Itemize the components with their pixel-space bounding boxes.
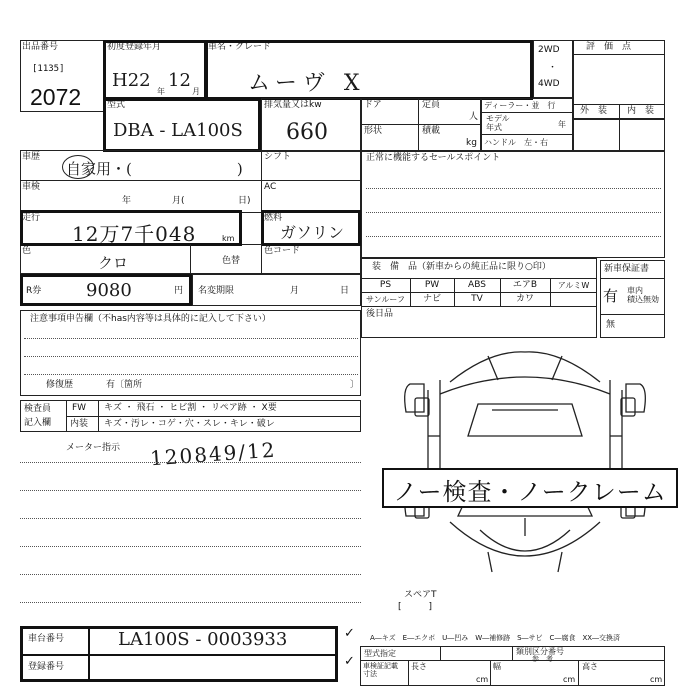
inspector-label-top: 検査員 (24, 404, 52, 414)
warranty-label: 新車保証書 (604, 264, 650, 274)
equipment-label: 装 備 品（新車からの純正品に限り○印） (372, 262, 551, 272)
spare-bracket: [ ] (398, 602, 433, 612)
equip-pw: PW (424, 280, 440, 290)
model-year-label: モデル 年式 (486, 114, 510, 132)
equip-navi: ナビ (422, 294, 441, 304)
width-cm: cm (563, 675, 576, 684)
first-reg-month-unit: 月 (192, 87, 200, 96)
model-value: DBA - LA100S (113, 120, 243, 141)
spare-label: スペアT (404, 590, 437, 600)
car-name: ムーヴ X (248, 71, 366, 96)
mileage-value: 12万7千048 (72, 222, 197, 246)
chassis-value: LA100S - 0003933 (118, 629, 288, 650)
equip-tv: TV (471, 294, 483, 304)
rating-label: 評 価 点 (586, 42, 632, 52)
first-reg-year-unit: 年 (157, 87, 165, 96)
equip-alloy: アルミW (557, 281, 590, 290)
displacement-label: 排気量又はkw (264, 100, 322, 110)
check-mark-2: ✓ (344, 654, 355, 669)
capacity-unit: 人 (469, 112, 479, 122)
equip-sunroof: サンルーフ (366, 295, 405, 304)
length-cm: cm (476, 675, 489, 684)
drive-2wd: 2WD (538, 45, 560, 55)
history-label: 車歴 (22, 152, 41, 162)
meter-value: 120849/12 (149, 437, 278, 471)
r-ticket-label: R券 (26, 286, 42, 296)
load-label: 積載 (422, 126, 441, 136)
mileage-label: 走行 (22, 213, 41, 223)
equip-ps: PS (379, 280, 392, 290)
repair-label: 修復歴 (46, 380, 74, 390)
first-reg-label: 初度登録年月 (107, 42, 162, 52)
height-label: 高さ (582, 662, 598, 671)
capacity-label: 定員 (422, 100, 441, 110)
inspector-fw: FW (72, 403, 87, 413)
fuel-label: 燃料 (264, 213, 283, 223)
color-code-label: 色コード (264, 246, 301, 256)
door-label: ドア (364, 100, 382, 110)
equip-airbag: エアB (512, 280, 538, 290)
equip-abs: ABS (468, 280, 486, 290)
damage-legend: A―キズ E―エクボ U―凹み W―補修跡 S―サビ C―腐食 XX―交換済 (370, 634, 621, 642)
warranty-no: 無 (606, 320, 616, 330)
lot-number: 2072 (30, 84, 82, 110)
category-label: 類別区分番号 (516, 647, 564, 656)
inspection-day: 日) (238, 196, 251, 206)
warranty-yes: 有 (603, 287, 619, 305)
repair-value: 有〔箇所 (106, 380, 143, 390)
color-label: 色 (22, 246, 32, 256)
type-cert-label: 型式指定 (364, 649, 396, 658)
warranty-yes-note: 車内 積込無効 (627, 286, 659, 304)
exterior-label: 外 装 (580, 106, 608, 116)
meter-label: メーター指示 (66, 443, 121, 453)
inspection-label: 車検 (22, 182, 41, 192)
model-label: 型式 (107, 100, 126, 110)
stamp-text: ノー検査・ノークレーム (393, 478, 667, 506)
color-value: クロ (98, 254, 129, 272)
sales-point-box (361, 150, 665, 258)
width-label: 幅 (493, 662, 501, 671)
mileage-unit: km (222, 234, 235, 243)
lot-label: 出品番号 (22, 42, 59, 52)
sales-point-label: 正常に機能するセールスポイント (366, 153, 501, 163)
lot-code: [1135] (32, 64, 65, 74)
shape-label: 形状 (364, 126, 383, 136)
inspector-row2: キズ・汚レ・コゲ・穴・スレ・キレ・破レ (104, 419, 275, 429)
drive-4wd: 4WD (538, 79, 560, 89)
dealer-label: ディーラー・並 行 (484, 101, 556, 110)
name-change-label: 名変期限 (198, 286, 235, 296)
ac-label: AC (264, 182, 277, 192)
first-reg-month: 12 (168, 70, 191, 91)
r-ticket-value: 9080 (86, 280, 132, 301)
history-circle (62, 155, 94, 179)
repair-close: 〕 (350, 380, 360, 390)
aftermarket-label: 後日品 (366, 309, 394, 319)
interior-label: 内 装 (627, 106, 655, 116)
history-value: 自家用・( ) (66, 160, 243, 178)
reference-label: 参 考 (532, 655, 553, 663)
drive-dot: ・ (548, 63, 558, 73)
color-change-label: 色替 (222, 256, 241, 266)
inspection-year: 年 (122, 196, 132, 206)
handle-label: ハンドル 左・右 (484, 138, 548, 147)
equip-leather: カワ (515, 294, 534, 304)
inspector-label-bottom: 記入欄 (24, 418, 52, 428)
check-mark-1: ✓ (344, 626, 355, 641)
load-unit: kg (466, 138, 477, 148)
car-name-label: 車名・グレード (208, 42, 272, 52)
name-change-day: 日 (340, 286, 350, 296)
shift-label: シフト (264, 152, 292, 162)
first-reg-era: H22 (112, 70, 151, 91)
length-label: 長さ (411, 662, 427, 671)
notes-label: 注意事項申告欄（不has内容等は具体的に記入して下さい） (30, 314, 271, 324)
chassis-label: 車台番号 (28, 634, 65, 644)
size-label: 車検証記載 寸法 (363, 662, 398, 678)
inspection-month: 月( (172, 196, 185, 206)
inspector-row1: キズ ・ 飛石 ・ ヒビ割 ・ リペア跡 ・ X要 (104, 403, 277, 413)
r-ticket-unit: 円 (174, 286, 184, 296)
fuel-value: ガソリン (280, 223, 345, 242)
model-year-unit: 年 (558, 120, 566, 129)
height-cm: cm (650, 675, 663, 684)
inspector-interior: 内装 (70, 419, 89, 429)
displacement-value: 660 (286, 120, 328, 145)
reg-label: 登録番号 (28, 662, 65, 672)
name-change-month: 月 (290, 286, 300, 296)
